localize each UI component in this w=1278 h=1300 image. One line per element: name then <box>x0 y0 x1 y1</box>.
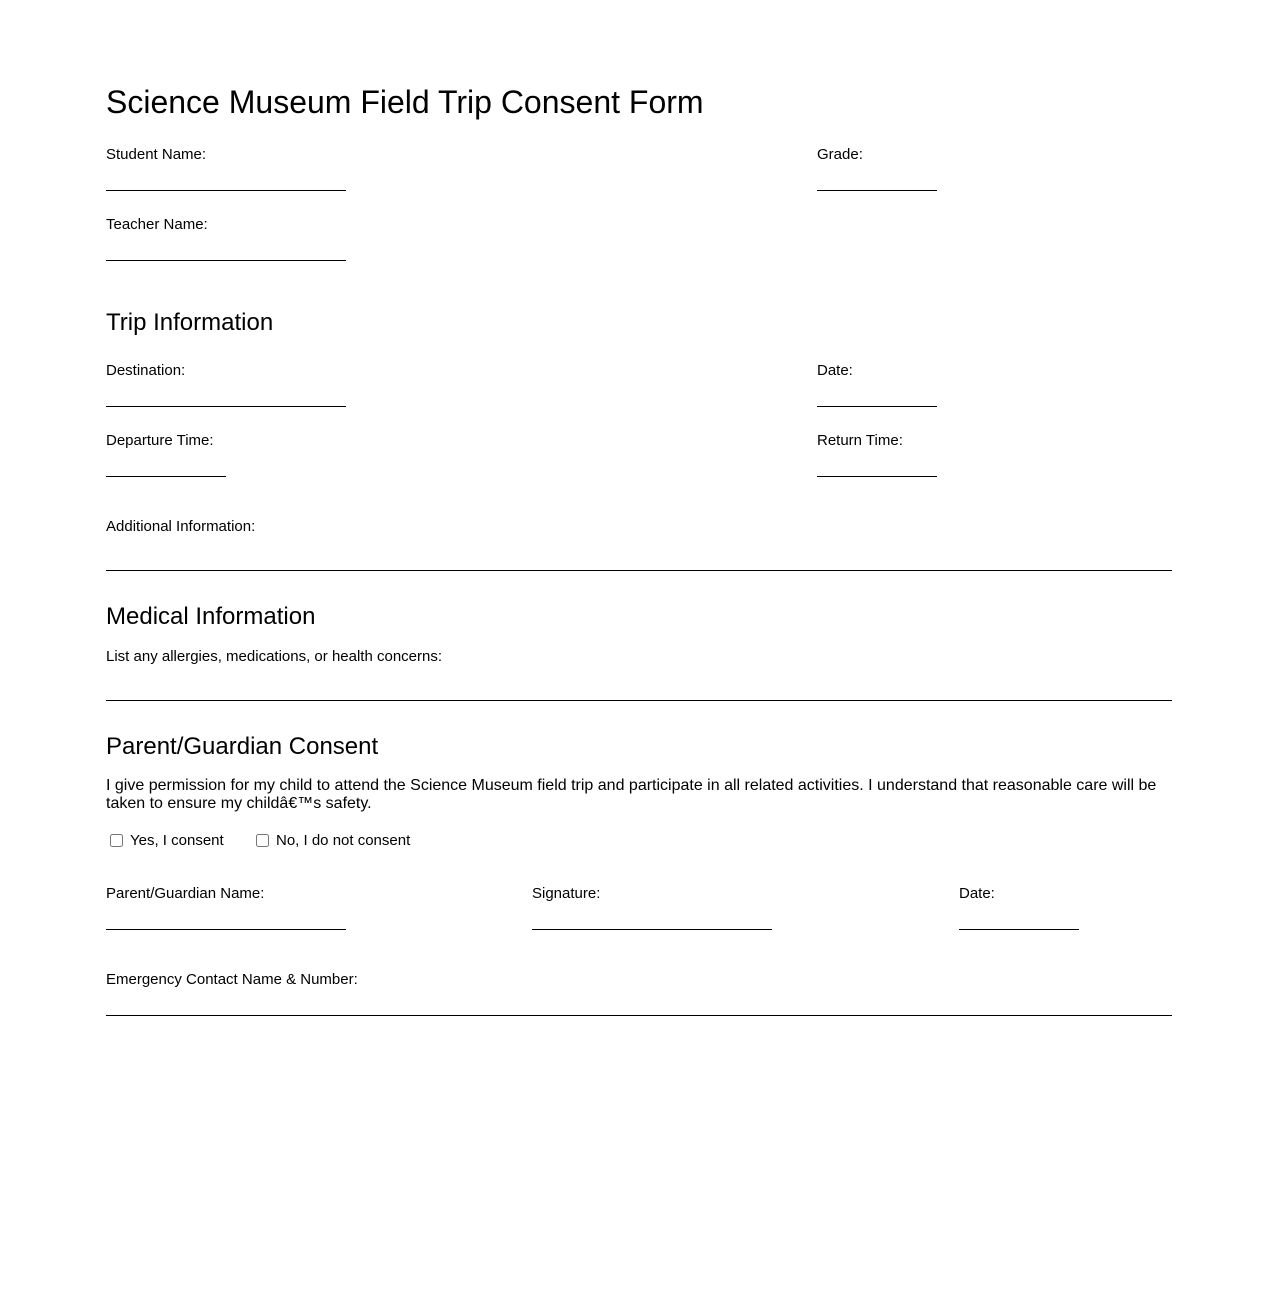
trip-information-heading: Trip Information <box>106 309 274 336</box>
consent-date-field[interactable] <box>959 909 1079 930</box>
return-time-field[interactable] <box>817 456 937 477</box>
trip-date-label: Date: <box>817 362 853 379</box>
grade-field[interactable] <box>817 170 937 191</box>
grade-label: Grade: <box>817 146 863 163</box>
emergency-contact-label: Emergency Contact Name & Number: <box>106 971 358 988</box>
medical-concerns-field[interactable] <box>106 680 1172 701</box>
medical-concerns-label: List any allergies, medications, or health concerns: <box>106 648 443 665</box>
departure-time-label: Departure Time: <box>106 432 214 449</box>
additional-info-label: Additional Information: <box>106 518 256 535</box>
consent-no-option[interactable] <box>256 832 410 849</box>
consent-yes-checkbox[interactable] <box>110 834 123 847</box>
consent-statement: I give permission for my child to attend the Science Museum field trip and participate in all related activities. I understand that reasonable care will be taken to ensure my childâ€™s safety. <box>106 777 1157 812</box>
emergency-contact-field[interactable] <box>106 995 1172 1016</box>
signature-label: Signature: <box>532 885 601 902</box>
destination-label: Destination: <box>106 362 186 379</box>
teacher-name-label: Teacher Name: <box>106 216 208 233</box>
trip-date-field[interactable] <box>817 386 937 407</box>
signature-field[interactable] <box>532 909 772 930</box>
parent-name-label: Parent/Guardian Name: <box>106 885 265 902</box>
destination-field[interactable] <box>106 386 346 407</box>
return-time-label: Return Time: <box>817 432 903 449</box>
departure-time-field[interactable] <box>106 456 226 477</box>
medical-information-heading: Medical Information <box>106 603 316 630</box>
parent-name-field[interactable] <box>106 909 346 930</box>
consent-date-label: Date: <box>959 885 995 902</box>
consent-no-checkbox[interactable] <box>256 834 269 847</box>
additional-info-field[interactable] <box>106 550 1172 571</box>
student-name-label: Student Name: <box>106 146 207 163</box>
consent-no-label: No, I do not consent <box>276 832 411 849</box>
consent-heading: Parent/Guardian Consent <box>106 733 379 760</box>
page-title: Science Museum Field Trip Consent Form <box>106 84 704 120</box>
teacher-name-field[interactable] <box>106 240 346 261</box>
consent-yes-option[interactable] <box>110 832 224 849</box>
consent-yes-label: Yes, I consent <box>130 832 224 849</box>
student-name-field[interactable] <box>106 170 346 191</box>
